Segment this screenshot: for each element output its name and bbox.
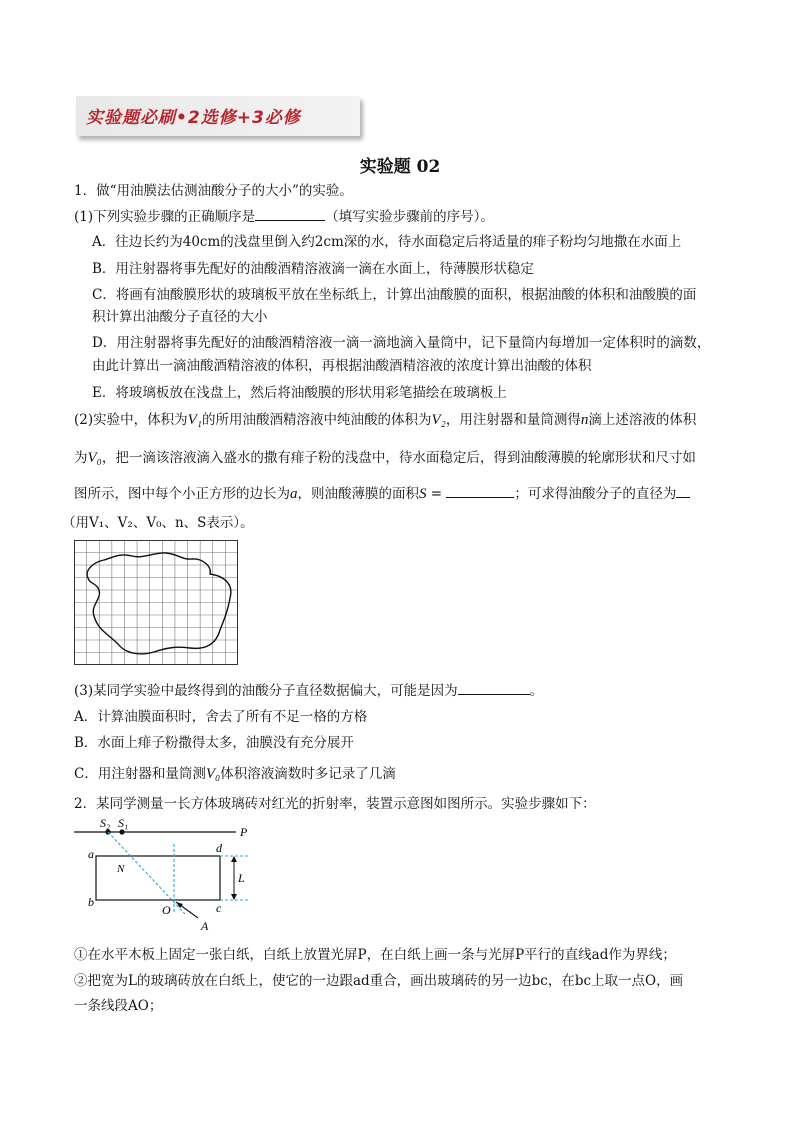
q2-step2-line1: ②把宽为L的玻璃砖放在白纸上，使它的一边跟ad重合，画出玻璃砖的另一边bc，在bc上取一点O，画: [74, 973, 684, 989]
answer-blank-1[interactable]: [255, 207, 325, 221]
pin-s1: [119, 829, 124, 834]
q1-part1-pre: (1)下列实验步骤的正确顺序是: [74, 209, 256, 225]
q1-option-a: A．往边长约为40cm的浅盘里倒入约2cm深的水，待水面稳定后将适量的痱子粉均匀地撒在水面上: [92, 234, 682, 250]
banner-text: 实验题必刷•2选修+3必修: [86, 108, 301, 128]
q1-option-e: E．将玻璃板放在浅盘上，然后将油酸膜的形状用彩笔描绘在玻璃板上: [92, 385, 507, 401]
page-title: 实验题 02: [359, 157, 441, 177]
q2-step1: ①在水平木板上固定一张白纸，白纸上放置光屏P，在白纸上画一条与光屏P平行的直线ad作为界线；: [74, 947, 676, 963]
q1-part3-option-a: A．计算油膜面积时，舍去了所有不足一格的方格: [74, 709, 368, 725]
q1-part3-option-c: [74, 765, 396, 783]
label-n: N: [117, 863, 125, 875]
text: C．用注射器和量筒测: [74, 766, 206, 782]
q1-part3-option-b: B．水面上痱子粉撒得太多，油膜没有充分展开: [74, 735, 354, 751]
q2-stem: 2．某同学测量一长方体玻璃砖对红光的折射率，装置示意图如图所示。实验步骤如下：: [74, 796, 596, 812]
q1-part1-post: （填写实验步骤前的序号）。: [325, 209, 494, 225]
q1-part1: [74, 207, 494, 226]
label-d: d: [216, 841, 222, 855]
q2-step2-line2: 一条线段AO；: [74, 998, 163, 1014]
var-s: S: [419, 486, 427, 502]
text: ，用注射器和量筒测得: [445, 412, 581, 428]
text: 图所示，图中每个小正方形的边长为: [74, 486, 290, 502]
text: 为: [74, 450, 88, 466]
dim-arrow-bottom: [231, 894, 237, 900]
q1-option-b: B．用注射器将事先配好的油酸酒精溶液滴一滴在水面上，待薄膜形状稳定: [92, 261, 534, 277]
q1-part2-line3: [74, 484, 690, 503]
text: (2)实验中，体积为: [74, 412, 188, 428]
label-l: L: [238, 871, 245, 885]
q1-part2-line4: （用V₁、V₂、V₀、n、S表示）。: [62, 515, 254, 531]
q1-part3: [74, 681, 543, 700]
grid-lines: [74, 540, 238, 665]
label-s1: S₁: [118, 816, 129, 830]
q1-option-c-line1: C．将画有油酸膜形状的玻璃板平放在坐标纸上，计算出油酸膜的面积，根据油酸的体积和油酸膜的面: [92, 287, 697, 303]
label-b: b: [88, 895, 94, 909]
section-banner: [76, 96, 360, 136]
q1-stem: 1．做“用油膜法估测油酸分子的大小”的实验。: [74, 183, 353, 199]
q1-part2-line2: [74, 449, 696, 467]
var-v0: V₀: [205, 766, 221, 782]
q1-option-d-line2: 由此计算出一滴油酸酒精溶液的体积，再根据油酸酒精溶液的浓度计算出油酸的体积: [92, 358, 592, 374]
var-a: a: [290, 486, 298, 502]
text: 的所用油酸酒精溶液中纯油酸的体积为: [202, 412, 432, 428]
text: ，则油酸薄膜的面积: [297, 486, 419, 502]
label-c: c: [216, 901, 222, 915]
text: (3)某同学实验中最终得到的油酸分子直径数据偏大，可能是因为: [74, 683, 458, 699]
var-v1: V₁: [187, 412, 203, 428]
label-a-point: A: [201, 919, 209, 933]
q1-option-c-line2: 积计算出油酸分子直径的大小: [92, 309, 268, 325]
label-s2: S₂: [100, 816, 111, 830]
label-o: O: [162, 903, 171, 917]
answer-blank-diameter[interactable]: [676, 484, 690, 498]
label-p: P: [240, 825, 248, 839]
oil-film-grid-figure: [74, 540, 238, 665]
oil-film-outline: [87, 553, 231, 654]
answer-blank-area[interactable]: [446, 484, 514, 498]
answer-blank-3[interactable]: [458, 681, 530, 695]
q1-option-d-line1: D．用注射器将事先配好的油酸酒精溶液一滴一滴地滴入量筒中，记下量筒内每增加一定体积时的滴数，: [92, 335, 711, 351]
text: ；可求得油酸分子的直径为: [514, 486, 677, 502]
dim-arrow-top: [231, 856, 237, 862]
label-a: a: [88, 847, 94, 861]
glass-brick: [96, 856, 220, 900]
q1-part2-line1: [74, 411, 696, 429]
var-v0: V₀: [87, 450, 102, 466]
text: ，把一滴该溶液滴入盛水的撒有痱子粉的浅盘中，待水面稳定后，得到油酸薄膜的轮廓形状和尺寸如: [101, 450, 696, 466]
var-n: n: [580, 412, 589, 428]
text: 滴上述溶液的体积: [588, 412, 697, 428]
glass-brick-figure: [70, 814, 270, 934]
text: 。: [529, 683, 544, 699]
text: 体积溶液滴数时多记录了几滴: [220, 766, 396, 782]
var-v2: V₂: [431, 412, 446, 428]
text: =: [426, 486, 447, 502]
